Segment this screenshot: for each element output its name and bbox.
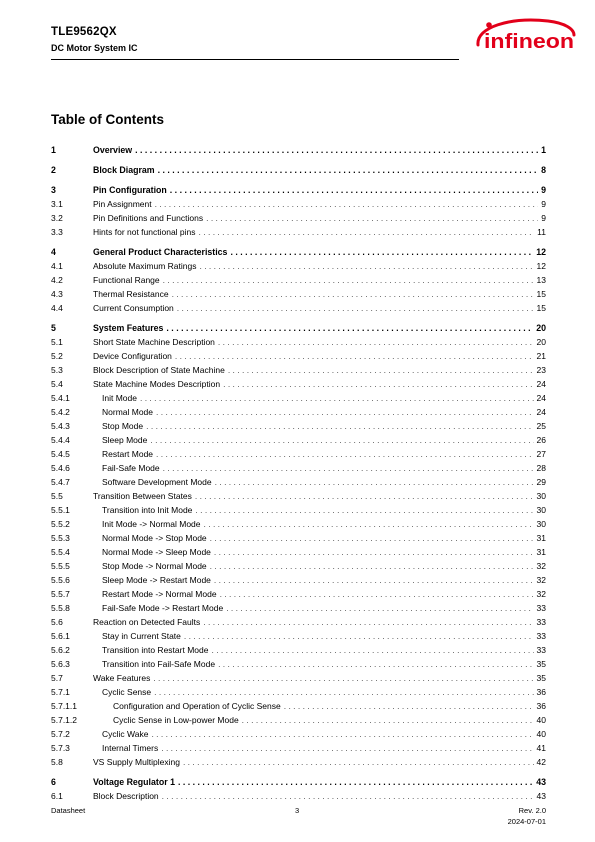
toc-entry-title[interactable]: State Machine Modes Description xyxy=(93,379,221,389)
toc-leader-dots xyxy=(214,545,534,559)
toc-entry[interactable] xyxy=(51,301,546,315)
toc-entry[interactable] xyxy=(51,517,546,531)
toc-entry-number: 5.6.3 xyxy=(51,659,70,669)
toc-entry-page[interactable]: 33 xyxy=(536,645,546,655)
toc-entry[interactable] xyxy=(51,755,546,769)
toc-leader-dots xyxy=(163,461,534,475)
toc-entry[interactable] xyxy=(51,671,546,685)
toc-entry[interactable] xyxy=(51,775,546,789)
toc-entry-title[interactable]: Cyclic Sense in Low-power Mode xyxy=(113,715,239,725)
toc-entry-title[interactable]: Fail-Safe Mode xyxy=(102,463,160,473)
toc-leader-dots xyxy=(195,489,534,503)
toc-entry-number: 1 xyxy=(51,145,56,155)
toc-entry-page[interactable]: 20 xyxy=(536,323,546,333)
toc-leader-dots xyxy=(218,335,534,349)
toc-entry-title[interactable]: Block Description of State Machine xyxy=(93,365,225,375)
toc-leader-dots xyxy=(220,587,534,601)
toc-entry-title[interactable]: Current Consumption xyxy=(93,303,174,313)
toc-entry-number: 5.4.3 xyxy=(51,421,70,431)
header-divider xyxy=(51,59,459,60)
toc-entry-page[interactable]: 29 xyxy=(536,477,546,487)
toc-entry-page[interactable]: 35 xyxy=(536,659,546,669)
toc-entry[interactable] xyxy=(51,699,546,713)
toc-entry-number: 5.4 xyxy=(51,379,63,389)
toc-entry[interactable] xyxy=(51,245,546,259)
toc-entry-page[interactable]: 42 xyxy=(536,757,546,767)
toc-entry-number: 5.4.2 xyxy=(51,407,70,417)
toc-entry-number: 5.5.6 xyxy=(51,575,70,585)
toc-entry-page[interactable]: 1 xyxy=(541,145,546,155)
toc-leader-dots xyxy=(223,377,533,391)
toc-entry-title[interactable]: Restart Mode -> Normal Mode xyxy=(102,589,217,599)
toc-entry[interactable] xyxy=(51,685,546,699)
toc-entry-number: 5.8 xyxy=(51,757,63,767)
toc-leader-dots xyxy=(166,321,533,335)
toc-entry[interactable] xyxy=(51,727,546,741)
toc-entry-page[interactable]: 28 xyxy=(536,463,546,473)
footer-page-number: 3 xyxy=(295,806,300,815)
document-product-name: TLE9562QX xyxy=(51,26,117,38)
toc-entry-number: 5.3 xyxy=(51,365,63,375)
toc-entry-number: 5.7 xyxy=(51,673,63,683)
toc-entry-page[interactable]: 26 xyxy=(536,435,546,445)
toc-entry-number: 3.2 xyxy=(51,213,63,223)
toc-entry-number: 4.2 xyxy=(51,275,63,285)
toc-entry-title[interactable]: Transition Between States xyxy=(93,491,192,501)
toc-leader-dots xyxy=(214,573,534,587)
toc-entry-title[interactable]: Cyclic Sense xyxy=(102,687,152,697)
toc-leader-dots xyxy=(195,503,533,517)
toc-entry-number: 5.7.3 xyxy=(51,743,70,753)
toc-entry-number: 5.5.2 xyxy=(51,519,70,529)
toc-leader-dots xyxy=(218,657,533,671)
toc-entry-page[interactable]: 33 xyxy=(536,617,546,627)
toc-entry[interactable] xyxy=(51,363,546,377)
toc-entry[interactable] xyxy=(51,321,546,335)
toc-entry[interactable] xyxy=(51,657,546,671)
toc-leader-dots xyxy=(242,713,534,727)
toc-leader-dots xyxy=(210,531,534,545)
toc-entry-page[interactable]: 35 xyxy=(536,673,546,683)
toc-entry-page[interactable]: 40 xyxy=(536,729,546,739)
toc-entry-title[interactable]: Thermal Resistance xyxy=(93,289,169,299)
toc-entry[interactable] xyxy=(51,713,546,727)
toc-entry-number: 5.6.2 xyxy=(51,645,70,655)
toc-entry-number: 5.2 xyxy=(51,351,63,361)
toc-entry-page[interactable]: 12 xyxy=(536,261,546,271)
toc-entry-title[interactable]: General Product Characteristics xyxy=(93,247,228,257)
toc-entry-title[interactable]: Restart Mode xyxy=(102,449,154,459)
toc-entry-page[interactable]: 32 xyxy=(536,561,546,571)
toc-entry-number: 5.5.3 xyxy=(51,533,70,543)
infineon-logo xyxy=(470,15,578,63)
toc-entry[interactable] xyxy=(51,559,546,573)
toc-entry[interactable] xyxy=(51,405,546,419)
toc-entry-title[interactable]: Init Mode xyxy=(102,393,137,403)
toc-leader-dots xyxy=(203,615,533,629)
toc-leader-dots xyxy=(135,143,538,157)
toc-leader-dots xyxy=(170,183,538,197)
toc-entry-page[interactable]: 25 xyxy=(536,421,546,431)
toc-heading: Table of Contents xyxy=(51,112,164,127)
toc-entry-number: 5.7.1 xyxy=(51,687,70,697)
toc-entry-number: 5.5 xyxy=(51,491,63,501)
toc-entry-title[interactable]: Cyclic Wake xyxy=(102,729,149,739)
toc-entry-title[interactable]: Init Mode -> Normal Mode xyxy=(102,519,201,529)
toc-entry-number: 5.5.8 xyxy=(51,603,70,613)
toc-leader-dots xyxy=(211,643,533,657)
toc-leader-dots xyxy=(151,727,533,741)
toc-entry-title[interactable]: System Features xyxy=(93,323,164,333)
toc-leader-dots xyxy=(175,349,534,363)
toc-leader-dots xyxy=(156,447,534,461)
toc-entry-number: 5.7.1.1 xyxy=(51,701,77,711)
toc-entry[interactable] xyxy=(51,273,546,287)
toc-entry[interactable] xyxy=(51,475,546,489)
toc-leader-dots xyxy=(226,601,533,615)
toc-entry-title[interactable]: Pin Definitions and Functions xyxy=(93,213,204,223)
toc-entry-page[interactable]: 15 xyxy=(536,289,546,299)
toc-entry-title[interactable]: Absolute Maximum Ratings xyxy=(93,261,197,271)
toc-entry[interactable] xyxy=(51,643,546,657)
toc-entry[interactable] xyxy=(51,163,546,177)
footer-date: 2024-07-01 xyxy=(507,817,546,826)
toc-entry-page[interactable]: 15 xyxy=(536,303,546,313)
toc-entry[interactable] xyxy=(51,349,546,363)
toc-entry-page[interactable]: 36 xyxy=(536,701,546,711)
toc-entry-page[interactable]: 43 xyxy=(536,777,546,787)
toc-entry-title[interactable]: Transition into Restart Mode xyxy=(102,645,209,655)
toc-entry[interactable] xyxy=(51,211,546,225)
toc-entry-page[interactable]: 32 xyxy=(536,589,546,599)
toc-entry-title[interactable]: Block Description xyxy=(93,791,159,801)
toc-entry[interactable] xyxy=(51,287,546,301)
toc-leader-dots xyxy=(228,363,534,377)
toc-entry-page[interactable]: 9 xyxy=(541,185,546,195)
toc-entry-number: 5 xyxy=(51,323,56,333)
toc-entry-number: 5.5.1 xyxy=(51,505,70,515)
toc-entry-page[interactable]: 12 xyxy=(536,247,546,257)
toc-entry-number: 3.3 xyxy=(51,227,63,237)
toc-leader-dots xyxy=(210,559,534,573)
toc-entry-page[interactable]: 9 xyxy=(541,213,546,223)
toc-leader-dots xyxy=(140,391,534,405)
toc-entry-page[interactable]: 41 xyxy=(536,743,546,753)
toc-leader-dots xyxy=(230,245,533,259)
toc-entry-number: 5.7.2 xyxy=(51,729,70,739)
toc-entry-page[interactable]: 27 xyxy=(536,449,546,459)
toc-entry[interactable] xyxy=(51,503,546,517)
toc-entry[interactable] xyxy=(51,183,546,197)
toc-leader-dots xyxy=(199,225,535,239)
toc-entry-page[interactable]: 20 xyxy=(536,337,546,347)
toc-entry-page[interactable]: 32 xyxy=(536,575,546,585)
toc-entry-number: 5.5.4 xyxy=(51,547,70,557)
toc-entry-title[interactable]: Sleep Mode xyxy=(102,435,148,445)
toc-entry-number: 3 xyxy=(51,185,56,195)
toc-entry[interactable] xyxy=(51,225,546,239)
toc-leader-dots xyxy=(284,699,534,713)
toc-entry[interactable] xyxy=(51,391,546,405)
toc-entry[interactable] xyxy=(51,629,546,643)
toc-leader-dots xyxy=(199,259,533,273)
toc-entry-title[interactable]: Transition into Init Mode xyxy=(102,505,193,515)
toc-entry[interactable] xyxy=(51,143,546,157)
toc-leader-dots xyxy=(150,433,533,447)
toc-entry-page[interactable]: 24 xyxy=(536,407,546,417)
toc-entry-number: 5.6 xyxy=(51,617,63,627)
svg-text:infineon: infineon xyxy=(484,31,574,53)
toc-entry-page[interactable]: 30 xyxy=(536,505,546,515)
footer-revision: Rev. 2.0 xyxy=(518,806,546,815)
toc-entry-title[interactable]: Fail-Safe Mode -> Restart Mode xyxy=(102,603,224,613)
toc-entry-title[interactable]: Pin Assignment xyxy=(93,199,152,209)
toc-leader-dots xyxy=(162,789,534,803)
toc-entry-title[interactable]: Stop Mode -> Normal Mode xyxy=(102,561,207,571)
toc-leader-dots xyxy=(178,775,533,789)
toc-entry-number: 5.5.7 xyxy=(51,589,70,599)
toc-entry-number: 5.4.7 xyxy=(51,477,70,487)
toc-entry-number: 5.4.6 xyxy=(51,463,70,473)
toc-entry[interactable] xyxy=(51,545,546,559)
toc-leader-dots xyxy=(184,629,534,643)
toc-entry-title[interactable]: Short State Machine Description xyxy=(93,337,215,347)
toc-entry[interactable] xyxy=(51,433,546,447)
toc-entry-page[interactable]: 31 xyxy=(536,533,546,543)
toc-entry-number: 5.1 xyxy=(51,337,63,347)
toc-entry-page[interactable]: 36 xyxy=(536,687,546,697)
toc-entry-page[interactable]: 43 xyxy=(536,791,546,801)
toc-entry-page[interactable]: 8 xyxy=(541,165,546,175)
toc-entry-title[interactable]: Reaction on Detected Faults xyxy=(93,617,201,627)
toc-entry-number: 5.4.5 xyxy=(51,449,70,459)
toc-leader-dots xyxy=(161,741,533,755)
toc-entry-title[interactable]: Hints for not functional pins xyxy=(93,227,196,237)
toc-entry[interactable] xyxy=(51,573,546,587)
toc-leader-dots xyxy=(215,475,534,489)
toc-entry-number: 5.4.4 xyxy=(51,435,70,445)
toc-entry-page[interactable]: 13 xyxy=(536,275,546,285)
toc-leader-dots xyxy=(163,273,534,287)
toc-entry-page[interactable]: 33 xyxy=(536,603,546,613)
toc-entry[interactable] xyxy=(51,447,546,461)
toc-entry-number: 5.4.1 xyxy=(51,393,70,403)
toc-entry-number: 5.7.1.2 xyxy=(51,715,77,725)
toc-entry-number: 4.4 xyxy=(51,303,63,313)
toc-entry-number: 6.1 xyxy=(51,791,63,801)
toc-entry-title[interactable]: Wake Features xyxy=(93,673,151,683)
toc-entry-number: 4 xyxy=(51,247,56,257)
toc-leader-dots xyxy=(177,301,534,315)
toc-entry-page[interactable]: 30 xyxy=(536,491,546,501)
toc-entry-number: 5.5.5 xyxy=(51,561,70,571)
toc-leader-dots xyxy=(154,685,533,699)
toc-entry[interactable] xyxy=(51,461,546,475)
toc-entry-page[interactable]: 30 xyxy=(536,519,546,529)
toc-entry[interactable] xyxy=(51,259,546,273)
toc-entry-title[interactable]: VS Supply Multiplexing xyxy=(93,757,180,767)
toc-entry-title[interactable]: Device Configuration xyxy=(93,351,172,361)
toc-leader-dots xyxy=(153,671,533,685)
toc-entry-page[interactable]: 23 xyxy=(536,365,546,375)
toc-entry[interactable] xyxy=(51,789,546,803)
toc-entry-page[interactable]: 24 xyxy=(536,393,546,403)
toc-entry[interactable] xyxy=(51,587,546,601)
toc-entry-number: 6 xyxy=(51,777,56,787)
toc-entry[interactable] xyxy=(51,377,546,391)
toc-leader-dots xyxy=(156,405,534,419)
toc-entry[interactable] xyxy=(51,741,546,755)
toc-entry-number: 5.6.1 xyxy=(51,631,70,641)
document-subtitle: DC Motor System IC xyxy=(51,43,138,53)
toc-entry-page[interactable]: 24 xyxy=(536,379,546,389)
toc-entry[interactable] xyxy=(51,489,546,503)
toc-entry-page[interactable]: 31 xyxy=(536,547,546,557)
toc-entry-title[interactable]: Sleep Mode -> Restart Mode xyxy=(102,575,211,585)
toc-entry-page[interactable]: 33 xyxy=(536,631,546,641)
toc-entry[interactable] xyxy=(51,419,546,433)
toc-leader-dots xyxy=(146,419,533,433)
toc-entry-title[interactable]: Configuration and Operation of Cyclic Sense xyxy=(113,701,281,711)
toc-entry-title[interactable]: Pin Configuration xyxy=(93,185,167,195)
toc-leader-dots xyxy=(206,211,538,225)
toc-entry-title[interactable]: Block Diagram xyxy=(93,165,155,175)
toc-entry-number: 4.1 xyxy=(51,261,63,271)
toc-entry-title[interactable]: Overview xyxy=(93,145,133,155)
toc-entry-page[interactable]: 11 xyxy=(537,227,546,237)
toc-entry-title[interactable]: Stop Mode xyxy=(102,421,144,431)
toc-entry-title[interactable]: Normal Mode -> Sleep Mode xyxy=(102,547,211,557)
toc-entry[interactable] xyxy=(51,197,546,211)
toc-entry-page[interactable]: 9 xyxy=(541,199,546,209)
toc-entry-number: 2 xyxy=(51,165,56,175)
toc-entry-title[interactable]: Normal Mode xyxy=(102,407,154,417)
toc-entry-title[interactable]: Normal Mode -> Stop Mode xyxy=(102,533,207,543)
toc-entry[interactable] xyxy=(51,601,546,615)
toc-leader-dots xyxy=(204,517,534,531)
footer-doc-type: Datasheet xyxy=(51,806,86,815)
toc-entry[interactable] xyxy=(51,531,546,545)
toc-leader-dots xyxy=(158,163,538,177)
toc-entry[interactable] xyxy=(51,615,546,629)
toc-leader-dots xyxy=(155,197,539,211)
toc-leader-dots xyxy=(183,755,534,769)
toc-entry-title[interactable]: Internal Timers xyxy=(102,743,159,753)
toc-entry-page[interactable]: 40 xyxy=(536,715,546,725)
toc-entry-number: 4.3 xyxy=(51,289,63,299)
toc-entry-title[interactable]: Software Development Mode xyxy=(102,477,212,487)
toc-entry-title[interactable]: Transition into Fail-Safe Mode xyxy=(102,659,216,669)
toc-entry-title[interactable]: Functional Range xyxy=(93,275,160,285)
toc-leader-dots xyxy=(172,287,534,301)
toc-entry-number: 3.1 xyxy=(51,199,63,209)
toc-entry-title[interactable]: Stay in Current State xyxy=(102,631,181,641)
toc-entry-page[interactable]: 21 xyxy=(536,351,546,361)
toc-entry-title[interactable]: Voltage Regulator 1 xyxy=(93,777,175,787)
toc-entry[interactable] xyxy=(51,335,546,349)
